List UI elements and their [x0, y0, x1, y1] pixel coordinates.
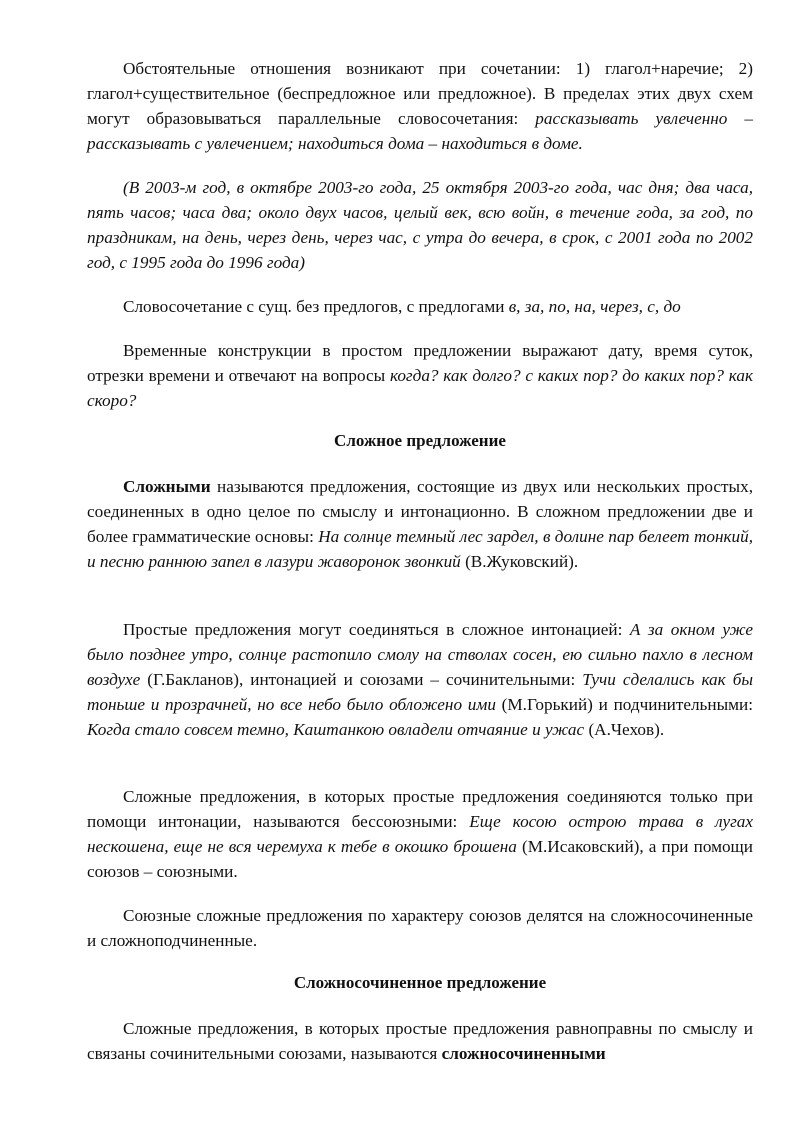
heading-complex-sentence: Сложное предложение [334, 431, 506, 450]
text: (Г.Бакланов), интонацией и союзами – сочинительными: [140, 670, 583, 689]
bold-term: сложносочиненными [441, 1044, 606, 1063]
text: называются предложения, состоящие из двух или нескольких простых, соединенных в одно целое по смыслу и интонационно. В сложном предложении две и более грамматические основы: [87, 477, 753, 546]
paragraph-asyndetic [87, 784, 753, 884]
paragraph-complex-definition [87, 474, 753, 574]
paragraph-joining-methods [87, 617, 753, 742]
paragraph-adverbial-relations [87, 56, 753, 156]
text: (М.Горький) и подчинительными: [495, 695, 753, 714]
heading-compound-sentence: Сложносочиненное предложение [293, 973, 547, 992]
paragraph-prepositions [87, 294, 753, 319]
text: (М.Исаковский), а при помощи союзов – союзными. [87, 837, 753, 881]
text: Простые предложения могут соединяться в сложное интонацией: [123, 620, 630, 639]
paragraph-compound-definition [87, 1016, 753, 1066]
italic-example: рассказывать увлеченно – рассказывать с увлечением; находиться дома – находиться в доме. [87, 109, 753, 153]
italic-example: Тучи сделались как бы тоньше и прозрачней, но все небо было обложено ими [87, 670, 753, 714]
italic-example: Еще косою острою трава в лугах нескошена, еще не вся черемуха к тебе в окошко брошена [87, 812, 754, 856]
italic-example: (В 2003-м год, в октябре 2003-го года, 25 октября 2003-го года, час дня; два часа, пять часов; часа два; около двух часов, целый век, всю войн, в течение года, за год, по праздникам, на день, через день, через час, с утра до вечера, в срок, с 2001 года по 2002 год, с 1995 года до 1996 года) [87, 178, 753, 272]
italic-questions: когда? как долго? с каких пор? до каких пор? как скоро? [87, 366, 753, 410]
text: Обстоятельные отношения возникают при сочетании: 1) глагол+наречие; 2) глагол+существительное (беспредложное или предложное). В пределах этих двух схем могут образовываться параллельные словосочетания: [87, 59, 753, 128]
text: Словосочетание с сущ. без предлогов, с предлогами [123, 297, 509, 316]
text: Сложные предложения, в которых простые предложения равноправны по смыслу и связаны сочинительными союзами, называются [87, 1019, 753, 1063]
text: Временные конструкции в простом предложении выражают дату, время суток, отрезки времени и отвечают на вопросы [87, 341, 753, 385]
text: Сложные предложения, в которых простые предложения соединяются только при помощи интонации, называются бессоюзными: [87, 787, 753, 831]
bold-term: Сложными [123, 477, 211, 496]
italic-prepositions: в, за, по, на, через, с, до [508, 297, 681, 316]
paragraph-time-examples [87, 175, 753, 275]
italic-example: А за окном уже было позднее утро, солнце растопило смолу на стволах сосен, ею сильно пахло в лесном воздухе [87, 620, 753, 689]
text: Союзные сложные предложения по характеру союзов делятся на сложносочиненные и сложноподчиненные. [87, 906, 753, 950]
paragraph-conjunctive-types [87, 903, 753, 953]
text: (В.Жуковский). [460, 552, 579, 571]
italic-example: Когда стало совсем темно, Каштанкою овладели отчаяние и ужас [87, 720, 585, 739]
paragraph-time-constructions [87, 338, 753, 413]
text: (А.Чехов). [584, 720, 665, 739]
italic-example: На солнце темный лес зардел, в долине пар белеет тонкий, и песню раннюю запел в лазури жаворонок звонкий [87, 527, 754, 571]
